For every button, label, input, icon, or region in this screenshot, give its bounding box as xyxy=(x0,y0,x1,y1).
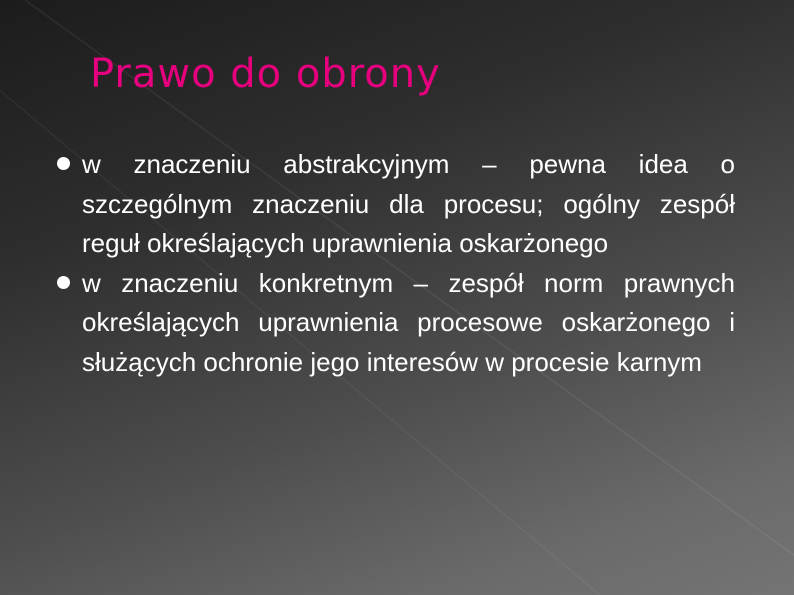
bullet-dot-icon xyxy=(57,276,70,289)
bullet-item xyxy=(82,145,735,264)
bullet-dot-icon xyxy=(57,157,70,170)
slide-title: Prawo do obrony xyxy=(90,51,441,97)
bullet-text: w znaczeniu abstrakcyjnym – pewna idea o szczególnym znaczeniu dla procesu; ogólny zespół reguł określających uprawnienia oskarżonego xyxy=(82,149,735,258)
bullet-item xyxy=(82,264,735,383)
bullet-list xyxy=(82,145,735,382)
bullet-text: w znaczeniu konkretnym – zespół norm prawnych określających uprawnienia procesowe oskarżonego i służących ochronie jego interesów w procesie karnym xyxy=(82,267,735,377)
